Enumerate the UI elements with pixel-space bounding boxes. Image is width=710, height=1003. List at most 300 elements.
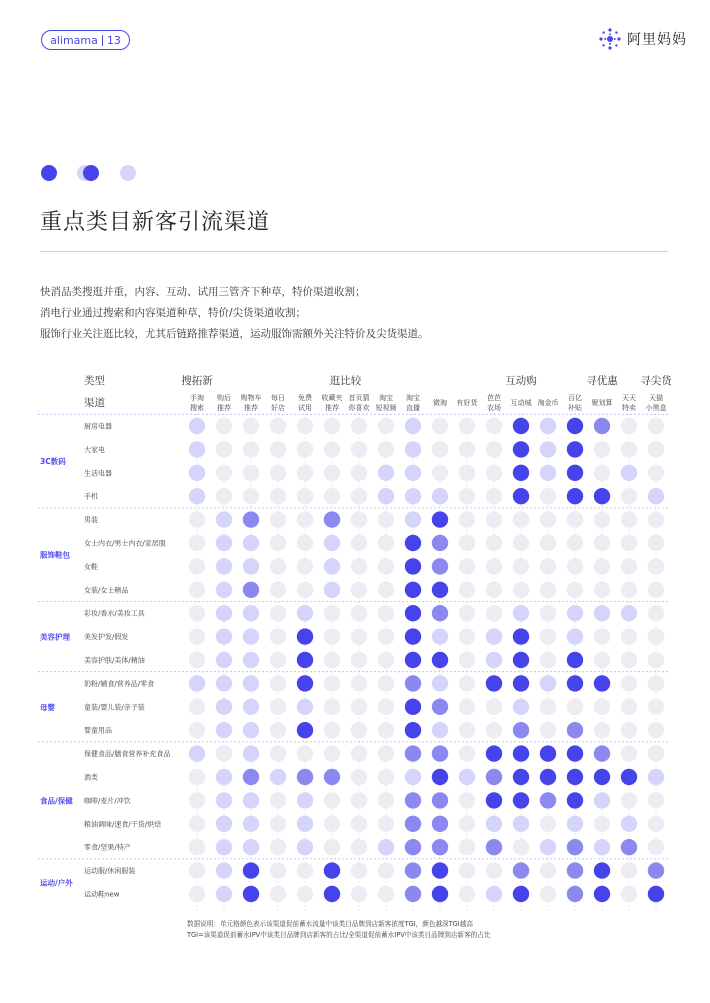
tgi-dot-5-0-16 bbox=[621, 862, 637, 878]
tgi-dot-3-2-14 bbox=[567, 722, 583, 738]
channel-label-13: 淘金币 bbox=[537, 399, 559, 407]
tgi-dot-3-2-15 bbox=[594, 722, 610, 738]
tgi-dot-1-0-0 bbox=[189, 511, 205, 527]
tgi-dot-4-0-2 bbox=[243, 745, 259, 761]
tgi-dot-5-1-8 bbox=[405, 886, 421, 902]
channel-label-15: 聚划算 bbox=[591, 399, 613, 407]
tgi-dot-3-0-15 bbox=[594, 675, 610, 691]
tgi-dot-3-1-13 bbox=[540, 699, 556, 715]
deco-dot-1 bbox=[41, 165, 57, 181]
tgi-dot-0-3-12 bbox=[513, 488, 529, 504]
tgi-dot-2-0-4 bbox=[297, 605, 313, 621]
tgi-dot-5-0-13 bbox=[540, 862, 556, 878]
tgi-dot-4-0-10 bbox=[459, 745, 475, 761]
tgi-dot-4-0-9 bbox=[432, 745, 448, 761]
tgi-dot-3-0-13 bbox=[540, 675, 556, 691]
group-header-4: 寻尖货 bbox=[640, 375, 672, 387]
channel-label-6-b: 你喜欢 bbox=[348, 404, 370, 412]
tgi-dot-4-4-0 bbox=[189, 839, 205, 855]
tgi-dot-1-2-6 bbox=[351, 558, 367, 574]
tgi-dot-4-1-6 bbox=[351, 769, 367, 785]
tgi-dot-5-0-11 bbox=[486, 862, 502, 878]
tgi-dot-4-2-15 bbox=[594, 792, 610, 808]
tgi-dot-1-1-1 bbox=[216, 535, 232, 551]
channel-label-14-a: 百亿 bbox=[568, 394, 582, 402]
tgi-dot-2-1-13 bbox=[540, 628, 556, 644]
tgi-dot-3-2-3 bbox=[270, 722, 286, 738]
channel-label-16-b: 特卖 bbox=[622, 404, 636, 412]
tgi-dot-4-3-12 bbox=[513, 816, 529, 832]
tgi-dot-0-3-2 bbox=[243, 488, 259, 504]
tgi-dot-3-1-1 bbox=[216, 699, 232, 715]
tgi-dot-0-1-7 bbox=[378, 441, 394, 457]
tgi-dot-0-3-9 bbox=[432, 488, 448, 504]
tgi-dot-5-1-16 bbox=[621, 886, 637, 902]
tgi-dot-0-1-13 bbox=[540, 441, 556, 457]
tgi-dot-2-1-6 bbox=[351, 628, 367, 644]
tgi-dot-3-2-12 bbox=[513, 722, 529, 738]
title-divider bbox=[40, 251, 668, 252]
tgi-dot-5-1-4 bbox=[297, 886, 313, 902]
tgi-dot-1-1-6 bbox=[351, 535, 367, 551]
tgi-dot-1-3-6 bbox=[351, 582, 367, 598]
tgi-dot-0-0-16 bbox=[621, 418, 637, 434]
alimama-logo bbox=[598, 27, 687, 51]
tgi-dot-3-2-4 bbox=[297, 722, 313, 738]
tgi-dot-5-1-6 bbox=[351, 886, 367, 902]
row-label-4-0: 保健食品/膳食营养补充食品 bbox=[84, 750, 171, 759]
tgi-dot-4-4-11 bbox=[486, 839, 502, 855]
decorative-dots bbox=[40, 164, 150, 182]
row-label-5-0: 运动服/休闲服装 bbox=[84, 867, 136, 876]
tgi-dot-3-2-6 bbox=[351, 722, 367, 738]
tgi-dot-2-1-10 bbox=[459, 628, 475, 644]
tgi-dot-1-0-7 bbox=[378, 511, 394, 527]
row-label-2-0: 彩妆/香水/美妆工具 bbox=[84, 609, 145, 618]
tgi-dot-3-0-0 bbox=[189, 675, 205, 691]
tgi-dot-1-2-5 bbox=[324, 558, 340, 574]
tgi-dot-1-0-4 bbox=[297, 511, 313, 527]
tgi-dot-4-4-6 bbox=[351, 839, 367, 855]
tgi-dot-5-1-17 bbox=[648, 886, 664, 902]
tgi-dot-4-2-2 bbox=[243, 792, 259, 808]
tgi-dot-3-2-13 bbox=[540, 722, 556, 738]
tgi-dot-4-3-9 bbox=[432, 816, 448, 832]
tgi-dot-3-1-10 bbox=[459, 699, 475, 715]
tgi-dot-5-0-0 bbox=[189, 862, 205, 878]
tgi-dot-4-2-0 bbox=[189, 792, 205, 808]
tgi-dot-0-2-13 bbox=[540, 465, 556, 481]
deco-dot-3 bbox=[83, 165, 99, 181]
channel-label-16-a: 天天 bbox=[622, 394, 636, 402]
group-headers bbox=[181, 374, 673, 387]
tgi-dot-2-2-11 bbox=[486, 652, 502, 668]
tgi-dot-0-0-6 bbox=[351, 418, 367, 434]
tgi-dot-2-0-11 bbox=[486, 605, 502, 621]
tgi-dot-4-4-3 bbox=[270, 839, 286, 855]
channel-label-1-b: 推荐 bbox=[217, 404, 231, 412]
tgi-dot-4-4-5 bbox=[324, 839, 340, 855]
brand-label: alimama bbox=[50, 33, 98, 47]
tgi-dot-2-2-8 bbox=[405, 652, 421, 668]
tgi-dot-2-2-16 bbox=[621, 652, 637, 668]
tgi-dot-1-0-5 bbox=[324, 511, 340, 527]
tgi-dot-3-2-9 bbox=[432, 722, 448, 738]
tgi-dot-3-1-12 bbox=[513, 699, 529, 715]
tgi-dot-3-1-15 bbox=[594, 699, 610, 715]
row-label-4-4: 零食/坚果/特产 bbox=[84, 843, 131, 852]
tgi-dot-5-0-3 bbox=[270, 862, 286, 878]
row-label-1-2: 女鞋 bbox=[84, 562, 98, 571]
tgi-dot-2-2-17 bbox=[648, 652, 664, 668]
tgi-dot-5-0-1 bbox=[216, 862, 232, 878]
tgi-dot-4-0-1 bbox=[216, 745, 232, 761]
tgi-dot-1-1-3 bbox=[270, 535, 286, 551]
tgi-dot-0-2-6 bbox=[351, 465, 367, 481]
badge-separator bbox=[102, 35, 103, 46]
tgi-dot-5-1-14 bbox=[567, 886, 583, 902]
tgi-dot-4-2-3 bbox=[270, 792, 286, 808]
tgi-dot-0-2-2 bbox=[243, 465, 259, 481]
channel-label-2-b: 推荐 bbox=[244, 404, 258, 412]
channel-label-8-b: 直播 bbox=[406, 404, 420, 412]
tgi-dots bbox=[189, 418, 664, 902]
type-header: 类型 bbox=[84, 375, 105, 387]
tgi-dot-1-1-4 bbox=[297, 535, 313, 551]
tgi-dot-0-3-8 bbox=[405, 488, 421, 504]
tgi-dot-0-2-7 bbox=[378, 465, 394, 481]
channel-headers bbox=[190, 393, 667, 412]
tgi-dot-0-0-17 bbox=[648, 418, 664, 434]
tgi-dot-3-1-3 bbox=[270, 699, 286, 715]
tgi-dot-0-0-10 bbox=[459, 418, 475, 434]
tgi-dot-1-2-1 bbox=[216, 558, 232, 574]
channel-label-2-a: 购物车 bbox=[240, 394, 262, 402]
tgi-dot-2-2-6 bbox=[351, 652, 367, 668]
tgi-dot-3-1-14 bbox=[567, 699, 583, 715]
tgi-dot-2-0-1 bbox=[216, 605, 232, 621]
tgi-dot-0-2-3 bbox=[270, 465, 286, 481]
tgi-dot-1-1-16 bbox=[621, 535, 637, 551]
tgi-dot-5-0-2 bbox=[243, 862, 259, 878]
tgi-dot-2-0-7 bbox=[378, 605, 394, 621]
tgi-dot-2-1-2 bbox=[243, 628, 259, 644]
channel-tgi-grid bbox=[0, 365, 710, 915]
tgi-dot-4-0-8 bbox=[405, 745, 421, 761]
tgi-dot-3-0-16 bbox=[621, 675, 637, 691]
tgi-dot-1-3-9 bbox=[432, 582, 448, 598]
channel-label-14-b: 补贴 bbox=[568, 404, 582, 412]
tgi-dot-3-0-17 bbox=[648, 675, 664, 691]
group-header-2: 互动购 bbox=[505, 375, 537, 387]
row-label-0-1: 大家电 bbox=[84, 445, 105, 454]
tgi-dot-1-3-3 bbox=[270, 582, 286, 598]
tgi-dot-3-0-4 bbox=[297, 675, 313, 691]
tgi-dot-3-0-2 bbox=[243, 675, 259, 691]
row-label-1-0: 男装 bbox=[84, 516, 98, 525]
tgi-dot-5-0-5 bbox=[324, 862, 340, 878]
tgi-dot-1-3-7 bbox=[378, 582, 394, 598]
category-label-4: 食品/保健 bbox=[40, 796, 73, 806]
tgi-dot-5-1-13 bbox=[540, 886, 556, 902]
tgi-dot-1-0-12 bbox=[513, 511, 529, 527]
tgi-dot-5-1-12 bbox=[513, 886, 529, 902]
tgi-dot-2-1-5 bbox=[324, 628, 340, 644]
tgi-dot-5-1-5 bbox=[324, 886, 340, 902]
tgi-dot-5-1-0 bbox=[189, 886, 205, 902]
tgi-dot-5-1-7 bbox=[378, 886, 394, 902]
tgi-dot-1-3-17 bbox=[648, 582, 664, 598]
tgi-dot-0-3-6 bbox=[351, 488, 367, 504]
tgi-dot-2-1-14 bbox=[567, 628, 583, 644]
tgi-dot-0-0-13 bbox=[540, 418, 556, 434]
tgi-dot-2-0-9 bbox=[432, 605, 448, 621]
tgi-dot-4-3-10 bbox=[459, 816, 475, 832]
tgi-dot-4-0-5 bbox=[324, 745, 340, 761]
tgi-dot-0-3-4 bbox=[297, 488, 313, 504]
tgi-dot-3-2-16 bbox=[621, 722, 637, 738]
tgi-dot-2-0-5 bbox=[324, 605, 340, 621]
tgi-dot-2-1-7 bbox=[378, 628, 394, 644]
tgi-dot-4-3-5 bbox=[324, 816, 340, 832]
tgi-dot-0-3-13 bbox=[540, 488, 556, 504]
tgi-dot-5-0-9 bbox=[432, 862, 448, 878]
tgi-dot-0-0-2 bbox=[243, 418, 259, 434]
row-label-2-1: 美发护发/假发 bbox=[84, 633, 129, 642]
tgi-dot-4-4-14 bbox=[567, 839, 583, 855]
row-label-0-2: 生活电器 bbox=[84, 469, 112, 478]
tgi-dot-0-0-0 bbox=[189, 418, 205, 434]
tgi-dot-1-0-10 bbox=[459, 511, 475, 527]
tgi-dot-5-0-10 bbox=[459, 862, 475, 878]
tgi-dot-5-1-15 bbox=[594, 886, 610, 902]
tgi-dot-2-2-10 bbox=[459, 652, 475, 668]
tgi-dot-3-0-1 bbox=[216, 675, 232, 691]
tgi-dot-1-1-13 bbox=[540, 535, 556, 551]
tgi-dot-2-0-14 bbox=[567, 605, 583, 621]
tgi-dot-3-1-11 bbox=[486, 699, 502, 715]
tgi-dot-4-3-4 bbox=[297, 816, 313, 832]
tgi-dot-0-2-17 bbox=[648, 465, 664, 481]
tgi-dot-0-1-16 bbox=[621, 441, 637, 457]
tgi-dot-1-0-3 bbox=[270, 511, 286, 527]
tgi-dot-4-0-12 bbox=[513, 745, 529, 761]
tgi-dot-4-2-9 bbox=[432, 792, 448, 808]
category-label-5: 运动/户外 bbox=[40, 878, 73, 888]
tgi-dot-3-2-1 bbox=[216, 722, 232, 738]
tgi-dot-4-1-12 bbox=[513, 769, 529, 785]
tgi-dot-4-2-5 bbox=[324, 792, 340, 808]
tgi-dot-2-2-7 bbox=[378, 652, 394, 668]
tgi-dot-0-0-5 bbox=[324, 418, 340, 434]
tgi-dot-2-0-8 bbox=[405, 605, 421, 621]
channel-label-7-b: 短视频 bbox=[375, 404, 397, 412]
tgi-dot-0-1-1 bbox=[216, 441, 232, 457]
channel-label-5-a: 收藏夹 bbox=[321, 394, 343, 402]
tgi-dot-4-0-16 bbox=[621, 745, 637, 761]
tgi-dot-4-0-3 bbox=[270, 745, 286, 761]
tgi-dot-3-1-0 bbox=[189, 699, 205, 715]
tgi-dot-2-1-9 bbox=[432, 628, 448, 644]
tgi-dot-2-2-12 bbox=[513, 652, 529, 668]
tgi-dot-2-2-9 bbox=[432, 652, 448, 668]
tgi-dot-0-0-1 bbox=[216, 418, 232, 434]
tgi-dot-3-2-17 bbox=[648, 722, 664, 738]
tgi-dot-2-0-3 bbox=[270, 605, 286, 621]
tgi-dot-1-1-9 bbox=[432, 535, 448, 551]
tgi-dot-1-2-0 bbox=[189, 558, 205, 574]
tgi-dot-4-1-11 bbox=[486, 769, 502, 785]
tgi-dot-1-0-2 bbox=[243, 511, 259, 527]
group-header-1: 逛比较 bbox=[329, 375, 362, 387]
tgi-dot-1-0-16 bbox=[621, 511, 637, 527]
tgi-dot-1-2-15 bbox=[594, 558, 610, 574]
tgi-dot-4-0-17 bbox=[648, 745, 664, 761]
tgi-dot-3-1-5 bbox=[324, 699, 340, 715]
channel-label-11-a: 芭芭 bbox=[487, 394, 501, 402]
tgi-dot-4-3-3 bbox=[270, 816, 286, 832]
tgi-dot-2-2-5 bbox=[324, 652, 340, 668]
tgi-dot-0-3-3 bbox=[270, 488, 286, 504]
tgi-dot-3-0-14 bbox=[567, 675, 583, 691]
channel-label-9: 微淘 bbox=[433, 399, 447, 407]
tgi-dot-1-1-2 bbox=[243, 535, 259, 551]
channel-label-10: 有好货 bbox=[456, 399, 478, 407]
tgi-dot-0-2-10 bbox=[459, 465, 475, 481]
tgi-dot-1-0-9 bbox=[432, 511, 448, 527]
tgi-dot-5-1-2 bbox=[243, 886, 259, 902]
tgi-dot-3-0-9 bbox=[432, 675, 448, 691]
tgi-dot-1-2-3 bbox=[270, 558, 286, 574]
tgi-dot-2-1-4 bbox=[297, 628, 313, 644]
tgi-dot-1-1-12 bbox=[513, 535, 529, 551]
channel-label-17-a: 天猫 bbox=[649, 394, 663, 402]
tgi-dot-1-3-8 bbox=[405, 582, 421, 598]
tgi-dot-3-1-8 bbox=[405, 699, 421, 715]
tgi-dot-1-2-16 bbox=[621, 558, 637, 574]
tgi-dot-1-3-0 bbox=[189, 582, 205, 598]
tgi-dot-1-0-17 bbox=[648, 511, 664, 527]
tgi-dot-4-1-8 bbox=[405, 769, 421, 785]
tgi-dot-4-0-4 bbox=[297, 745, 313, 761]
tgi-dot-4-0-7 bbox=[378, 745, 394, 761]
tgi-dot-2-2-2 bbox=[243, 652, 259, 668]
tgi-dot-4-3-0 bbox=[189, 816, 205, 832]
tgi-dot-4-3-16 bbox=[621, 816, 637, 832]
intro-line-2: 消电行业通过搜索和内容渠道种草，特价/尖货渠道收割； bbox=[40, 307, 307, 319]
tgi-dot-2-0-2 bbox=[243, 605, 259, 621]
tgi-dot-2-2-3 bbox=[270, 652, 286, 668]
tgi-dot-2-1-0 bbox=[189, 628, 205, 644]
channel-label-0-b: 搜索 bbox=[190, 404, 204, 412]
tgi-dot-2-2-4 bbox=[297, 652, 313, 668]
tgi-dot-4-1-15 bbox=[594, 769, 610, 785]
tgi-dot-3-0-12 bbox=[513, 675, 529, 691]
tgi-dot-5-1-1 bbox=[216, 886, 232, 902]
tgi-dot-4-0-6 bbox=[351, 745, 367, 761]
tgi-dot-3-1-17 bbox=[648, 699, 664, 715]
tgi-dot-1-2-12 bbox=[513, 558, 529, 574]
tgi-dot-0-3-10 bbox=[459, 488, 475, 504]
tgi-dot-4-0-0 bbox=[189, 745, 205, 761]
tgi-dot-1-1-17 bbox=[648, 535, 664, 551]
tgi-dot-0-1-17 bbox=[648, 441, 664, 457]
group-header-0: 搜拓新 bbox=[181, 375, 213, 387]
tgi-dot-0-2-9 bbox=[432, 465, 448, 481]
tgi-dot-4-2-11 bbox=[486, 792, 502, 808]
tgi-dot-1-0-14 bbox=[567, 511, 583, 527]
channel-label-12: 互动城 bbox=[510, 399, 532, 407]
tgi-dot-2-0-12 bbox=[513, 605, 529, 621]
tgi-dot-0-0-9 bbox=[432, 418, 448, 434]
tgi-dot-0-0-8 bbox=[405, 418, 421, 434]
tgi-dot-4-3-2 bbox=[243, 816, 259, 832]
tgi-dot-0-0-7 bbox=[378, 418, 394, 434]
tgi-dot-1-0-1 bbox=[216, 511, 232, 527]
tgi-dot-0-2-12 bbox=[513, 465, 529, 481]
row-label-3-1: 童装/婴儿装/亲子装 bbox=[84, 703, 145, 712]
tgi-dot-1-2-10 bbox=[459, 558, 475, 574]
tgi-dot-4-1-9 bbox=[432, 769, 448, 785]
row-label-5-1: 运动鞋new bbox=[84, 890, 120, 899]
tgi-dot-0-2-1 bbox=[216, 465, 232, 481]
tgi-dot-0-1-14 bbox=[567, 441, 583, 457]
tgi-dot-0-1-0 bbox=[189, 441, 205, 457]
tgi-dot-5-1-3 bbox=[270, 886, 286, 902]
tgi-dot-4-3-14 bbox=[567, 816, 583, 832]
page-title: 重点类目新客引流渠道 bbox=[40, 210, 271, 235]
data-note-2: TGI=该渠道促前蓄水IPV中该类目品牌到店新客的占比/全渠道促前蓄水IPV中该类目品牌到店新客的占比 bbox=[187, 931, 491, 939]
tgi-dot-3-2-11 bbox=[486, 722, 502, 738]
tgi-dot-3-1-6 bbox=[351, 699, 367, 715]
tgi-dot-0-2-14 bbox=[567, 465, 583, 481]
tgi-dot-0-1-2 bbox=[243, 441, 259, 457]
tgi-dot-0-0-12 bbox=[513, 418, 529, 434]
tgi-dot-1-1-10 bbox=[459, 535, 475, 551]
tgi-dot-4-4-4 bbox=[297, 839, 313, 855]
tgi-dot-4-1-1 bbox=[216, 769, 232, 785]
tgi-dot-2-1-17 bbox=[648, 628, 664, 644]
tgi-dot-0-2-5 bbox=[324, 465, 340, 481]
tgi-dot-3-2-10 bbox=[459, 722, 475, 738]
tgi-dot-4-2-17 bbox=[648, 792, 664, 808]
tgi-dot-4-0-15 bbox=[594, 745, 610, 761]
tgi-dot-4-0-13 bbox=[540, 745, 556, 761]
channel-label-0-a: 手淘 bbox=[190, 394, 204, 402]
tgi-dot-0-3-15 bbox=[594, 488, 610, 504]
deco-dot-4 bbox=[120, 165, 136, 181]
tgi-dot-3-2-8 bbox=[405, 722, 421, 738]
tgi-dot-1-0-13 bbox=[540, 511, 556, 527]
row-label-0-3: 手机 bbox=[84, 492, 98, 501]
tgi-dot-0-3-17 bbox=[648, 488, 664, 504]
tgi-dot-2-1-3 bbox=[270, 628, 286, 644]
page-badge bbox=[41, 30, 130, 50]
channel-label-3-a: 每日 bbox=[271, 394, 285, 402]
tgi-dot-3-2-0 bbox=[189, 722, 205, 738]
alimama-logo-icon bbox=[598, 27, 622, 51]
tgi-dot-4-3-7 bbox=[378, 816, 394, 832]
tgi-dot-3-0-11 bbox=[486, 675, 502, 691]
tgi-dot-1-1-5 bbox=[324, 535, 340, 551]
tgi-dot-3-2-2 bbox=[243, 722, 259, 738]
channel-label-17-b: 小黑盒 bbox=[645, 404, 667, 412]
tgi-dot-2-0-6 bbox=[351, 605, 367, 621]
tgi-dot-1-3-5 bbox=[324, 582, 340, 598]
tgi-dot-0-0-4 bbox=[297, 418, 313, 434]
tgi-dot-2-2-15 bbox=[594, 652, 610, 668]
tgi-dot-1-1-14 bbox=[567, 535, 583, 551]
